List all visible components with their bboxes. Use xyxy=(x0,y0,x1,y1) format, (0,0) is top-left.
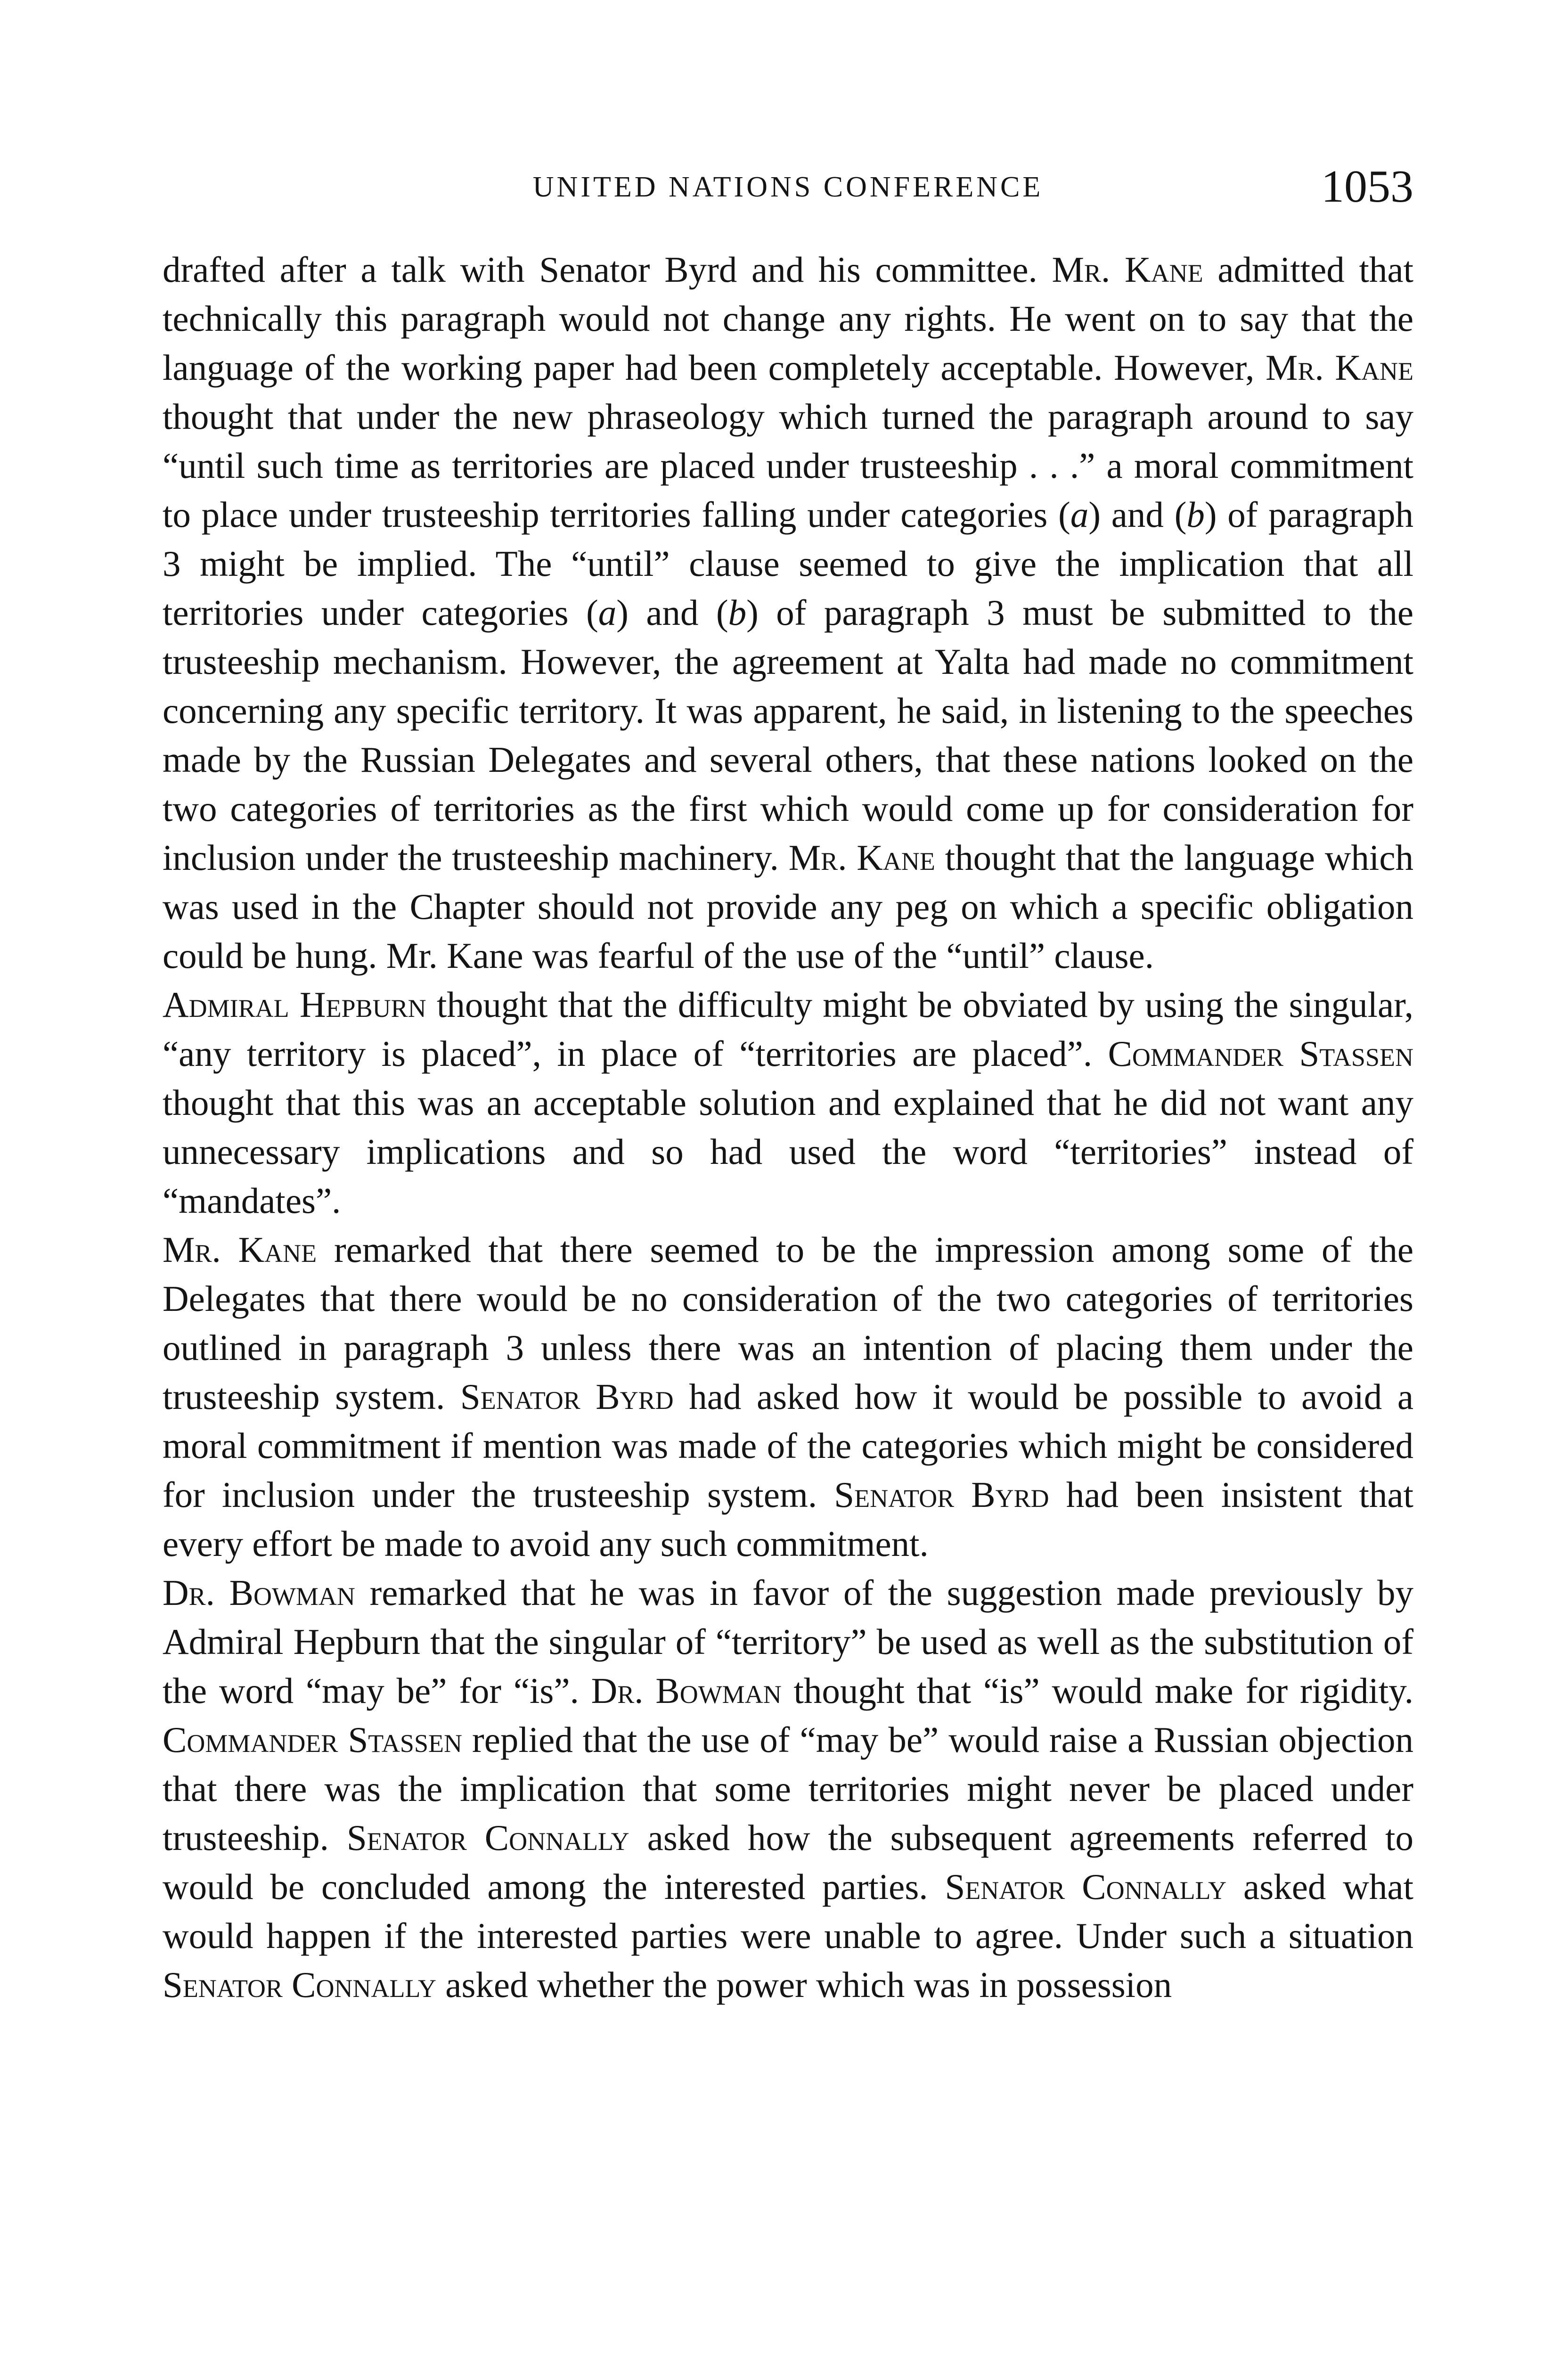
speaker-name: Senator Connally xyxy=(163,1964,437,2005)
speaker-name: Senator Connally xyxy=(346,1817,629,1858)
text-run: asked whether the power which was in possession xyxy=(436,1964,1172,2005)
speaker-name: Senator Byrd xyxy=(460,1376,674,1417)
paragraph xyxy=(163,1568,1413,2009)
text-run: asked how the subsequent agreements referred to would be concluded among the interested parties. xyxy=(163,1817,1413,1907)
text-run: drafted after a talk with Senator Byrd and his committee. xyxy=(163,249,1052,290)
page-number: 1053 xyxy=(1321,161,1413,212)
running-title: UNITED NATIONS CONFERENCE xyxy=(532,171,1044,203)
text-run: thought that under the new phraseology which turned the paragraph around to say “until such time as territories are placed under trusteeship . . .” a moral commitment to place under trusteeship territories falling under categories ( xyxy=(163,396,1413,535)
text-run: thought that the difficulty might be obviated by using the singular, “any territory is placed”, in place of “territories are placed”. xyxy=(163,984,1413,1074)
paragraph xyxy=(163,245,1413,980)
text-run: admitted that technically this paragraph would not change any rights. He went on to say that the language of the working paper had been completely acceptable. However, xyxy=(163,249,1413,388)
speaker-name: Commander Stassen xyxy=(1108,1033,1413,1074)
text-run: thought that this was an acceptable solution and explained that he did not want any unnecessary implications and so had used the word “territories” instead of “mandates”. xyxy=(163,1082,1413,1221)
speaker-name: Commander Stassen xyxy=(163,1719,462,1760)
running-header xyxy=(163,160,1413,217)
paragraph xyxy=(163,1225,1413,1568)
category-letter: b xyxy=(1186,494,1205,535)
text-run: replied that the use of “may be” would raise a Russian objection that there was the implication that some territories might never be placed under trusteeship. xyxy=(163,1719,1413,1858)
text-run: remarked that there seemed to be the impression among some of the Delegates that there would be no consideration of the two categories of territories outlined in paragraph 3 unless there was an intention of placing them under the trusteeship system. xyxy=(163,1229,1413,1417)
speaker-name: Senator Byrd xyxy=(834,1474,1049,1515)
text-run: ) of paragraph 3 must be submitted to the trusteeship mechanism. However, the agreement at Yalta had made no commitment concerning any specific territory. It was apparent, he said, in listening to the speeches made by the Russian Delegates and several others, that these nations looked on the two categories of territories as the first which would come up for consideration for inclusion under the trusteeship machinery. xyxy=(163,592,1414,878)
text-run: had asked how it would be possible to avoid a moral commitment if mention was made of the categories which might be considered for inclusion under the trusteeship system. xyxy=(163,1376,1413,1515)
speaker-name: Mr. Kane xyxy=(788,837,935,878)
speaker-name: Mr. Kane xyxy=(1266,347,1413,388)
text-run: ) and ( xyxy=(1088,494,1187,535)
text-run: thought that the language which was used in the Chapter should not provide any peg on which a specific obligation could be hung. Mr. Kane was fearful of the use of the “until” clause. xyxy=(163,837,1413,976)
category-letter: a xyxy=(598,592,617,633)
text-run: ) and ( xyxy=(616,592,728,633)
speaker-name: Dr. Bowman xyxy=(591,1670,782,1711)
speaker-name: Admiral Hepburn xyxy=(163,984,426,1025)
speaker-name: Senator Connally xyxy=(945,1866,1227,1907)
category-letter: b xyxy=(728,592,747,633)
text-run: remarked that he was in favor of the suggestion made previously by Admiral Hepburn that the singular of “territory” be used as well as the substitution of the word “may be” for “is”. xyxy=(163,1572,1413,1711)
speaker-name: Dr. Bowman xyxy=(163,1572,355,1613)
speaker-name: Mr. Kane xyxy=(1052,249,1203,290)
text-run: thought that “is” would make for rigidity. xyxy=(781,1670,1413,1711)
body-text xyxy=(163,245,1413,2009)
category-letter: a xyxy=(1070,494,1089,535)
text-run: had been insistent that every effort be made to avoid any such commitment. xyxy=(163,1474,1414,1564)
speaker-name: Mr. Kane xyxy=(163,1229,317,1270)
text-run: asked what would happen if the interested parties were unable to agree. Under such a situation xyxy=(163,1866,1413,1956)
text-run: ) of paragraph 3 might be implied. The “until” clause seemed to give the implication that all territories under categories ( xyxy=(163,494,1413,633)
paragraph xyxy=(163,980,1413,1225)
